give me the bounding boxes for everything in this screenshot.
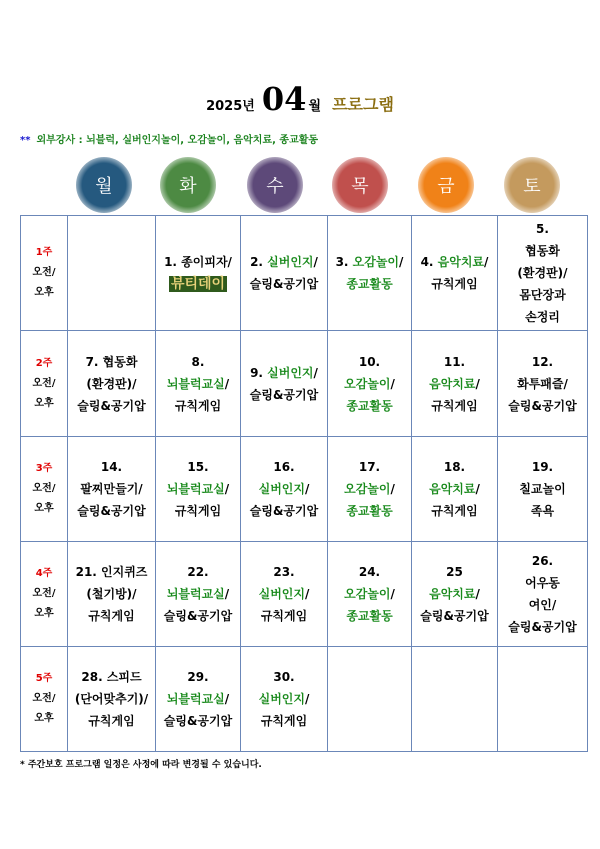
weekday-badge: 목 [332, 157, 388, 213]
activity-line [328, 251, 411, 273]
activity-text: 손정리 [525, 310, 560, 324]
weekday-badge: 금 [418, 157, 474, 213]
activity-line [412, 500, 497, 522]
activity-text: 슬링&공기압 [249, 504, 319, 518]
activity-text: 실버인지 [267, 365, 314, 380]
activity-text: 22. [187, 565, 209, 579]
activity-line [498, 616, 587, 638]
activity-text: 오감놀이 [352, 255, 400, 269]
note-marker: ** [20, 135, 31, 146]
activity-line [156, 605, 240, 627]
activity-text: 오감놀이 [344, 482, 391, 496]
activity-line [68, 710, 155, 732]
week-number: 3주 [35, 463, 53, 474]
activity-text: / [399, 255, 404, 269]
activity-text: 25 [446, 565, 463, 579]
activity-line [498, 572, 587, 594]
day-cell [498, 437, 588, 542]
activity-text: 29. [187, 670, 209, 684]
week-label-cell [21, 437, 68, 542]
activity-line [68, 688, 155, 710]
activity-text: 23. [273, 565, 295, 579]
activity-text: 11. [443, 354, 466, 369]
beauty-day-badge: 뷰티데이 [170, 276, 226, 292]
day-cell [241, 216, 328, 331]
note-text: 외부강사 : 뇌블럭, 실버인지놀이, 오감놀이, 음악치료, 종교활동 [36, 135, 319, 146]
activity-text: 슬링&공기압 [249, 277, 319, 291]
activity-text: 뇌블럭교실 [166, 692, 225, 706]
activity-line [412, 273, 497, 295]
activity-line [412, 561, 497, 583]
activity-text: 슬링&공기압 [508, 620, 577, 634]
week-time-label: 오전/ [32, 693, 56, 704]
activity-line [241, 273, 327, 295]
activity-text: / [304, 587, 310, 601]
day-cell [498, 542, 588, 647]
activity-text: 여인/ [528, 598, 557, 612]
activity-line [156, 456, 240, 478]
week-time-label: 오전/ [32, 588, 56, 599]
activity-text: 슬링&공기압 [508, 398, 577, 413]
day-cell [328, 437, 412, 542]
activity-line [328, 273, 411, 295]
activity-text: 규칙게임 [88, 714, 135, 728]
title-year: 2025년 [206, 99, 255, 114]
activity-line [241, 561, 327, 583]
activity-text: 14. [100, 460, 123, 474]
activity-text: 음악치료 [429, 587, 476, 601]
activity-line [156, 666, 240, 688]
activity-text: / [313, 255, 318, 269]
activity-text: 2. [250, 255, 268, 269]
activity-line [68, 456, 155, 478]
activity-line [68, 583, 155, 605]
activity-text: 24. [358, 565, 381, 579]
activity-line [498, 218, 587, 240]
activity-text: 슬링&공기압 [163, 609, 233, 623]
day-cell [68, 437, 156, 542]
activity-line [68, 561, 155, 583]
activity-line [68, 500, 155, 522]
activity-text: 음악치료 [429, 482, 476, 496]
activity-text: 슬링&공기압 [163, 714, 233, 728]
activity-line [498, 478, 587, 500]
day-cell [156, 331, 241, 437]
activity-text: 종교활동 [346, 398, 393, 413]
activity-text: 종교활동 [346, 609, 393, 623]
activity-text: (환경판)/ [517, 266, 568, 280]
activity-text: 규칙게임 [431, 277, 478, 291]
activity-line [498, 395, 587, 417]
activity-line [156, 583, 240, 605]
activity-line [241, 710, 327, 732]
activity-line [241, 456, 327, 478]
day-cell [328, 647, 412, 752]
activity-line [412, 605, 497, 627]
activity-line [328, 478, 411, 500]
activity-line [156, 373, 240, 395]
weekday-badge: 월 [76, 157, 132, 213]
activity-line [328, 500, 411, 522]
activity-line [156, 395, 240, 417]
day-cell [498, 647, 588, 752]
activity-text: 1. 종이피자/ [164, 255, 232, 269]
week-number: 1주 [35, 247, 53, 258]
activity-text: 19. [531, 460, 554, 474]
activity-text: 실버인지 [258, 692, 305, 706]
external-instructor-note [20, 131, 318, 146]
activity-text: 규칙게임 [174, 504, 222, 518]
activity-line [412, 456, 497, 478]
week-number: 4주 [35, 568, 53, 579]
activity-line [68, 373, 155, 395]
activity-line [156, 688, 240, 710]
activity-text: (철기방)/ [86, 587, 137, 601]
activity-line [498, 306, 587, 328]
activity-text: 종교활동 [346, 504, 393, 518]
activity-text: 오감놀이 [344, 376, 391, 391]
activity-line [498, 550, 587, 572]
activity-line [68, 605, 155, 627]
activity-line [328, 561, 411, 583]
activity-text: 15. [187, 460, 209, 474]
day-cell [412, 647, 498, 752]
activity-text: 팔찌만들기/ [80, 482, 143, 496]
activity-text: 족욕 [530, 504, 555, 518]
week-label-cell [21, 647, 68, 752]
activity-line [156, 251, 240, 273]
week-time-label: 오후 [34, 397, 54, 409]
week-time-label: 오전/ [32, 377, 56, 389]
activity-line [68, 478, 155, 500]
activity-line [156, 710, 240, 732]
activity-text: 8. [191, 354, 205, 369]
activity-text: 종교활동 [346, 277, 393, 291]
activity-text: / [313, 365, 318, 380]
title-month-suffix: 월 [308, 99, 321, 114]
activity-text: / [224, 692, 230, 706]
activity-text: / [390, 587, 395, 601]
activity-text: / [390, 376, 395, 391]
activity-line [241, 384, 327, 406]
week-row [21, 437, 588, 542]
activity-text: 협동화 [525, 244, 560, 258]
activity-text: / [390, 482, 395, 496]
activity-line [328, 395, 411, 417]
activity-text: 28. 스피드 [81, 670, 142, 684]
weekday-badge: 화 [160, 157, 216, 213]
week-number: 5주 [35, 673, 53, 684]
day-cell [241, 647, 328, 752]
activity-line [156, 500, 240, 522]
activity-text: 실버인지 [258, 482, 305, 496]
week-time-label: 오후 [34, 713, 54, 724]
activity-text: 30. [273, 670, 295, 684]
activity-line [156, 273, 240, 295]
activity-text: 규칙게임 [431, 504, 478, 518]
activity-text: 오감놀이 [344, 587, 391, 601]
activity-text: 몸단장과 [519, 288, 566, 302]
activity-line [498, 240, 587, 262]
activity-text: / [304, 692, 310, 706]
day-cell [412, 437, 498, 542]
activity-text: 뇌블럭교실 [166, 587, 225, 601]
activity-text: / [475, 376, 480, 391]
activity-text: 슬링&공기압 [77, 504, 146, 518]
activity-line [412, 251, 497, 273]
activity-text: 18. [443, 460, 466, 474]
activity-text: / [475, 482, 480, 496]
footer-note: * 주간보호 프로그램 일정은 사정에 따라 변경될 수 있습니다. [20, 760, 262, 770]
activity-text: (환경판)/ [86, 376, 137, 391]
day-cell [156, 542, 241, 647]
activity-text: / [224, 587, 230, 601]
activity-text: / [224, 482, 230, 496]
activity-line [241, 500, 327, 522]
activity-line [498, 284, 587, 306]
week-row [21, 647, 588, 752]
day-cell [412, 216, 498, 331]
activity-text: 실버인지 [267, 255, 314, 269]
activity-text: / [475, 587, 480, 601]
activity-line [412, 373, 497, 395]
activity-text: 7. 협동화 [85, 354, 138, 369]
activity-text: 슬링&공기압 [77, 398, 146, 413]
activity-text: 21. 인지퀴즈 [75, 565, 148, 579]
activity-text: 16. [273, 460, 295, 474]
activity-line [241, 478, 327, 500]
activity-text: 뇌블럭교실 [166, 482, 225, 496]
day-cell [241, 331, 328, 437]
day-cell [498, 331, 588, 437]
activity-text: 9. [250, 365, 268, 380]
activity-text: 음악치료 [429, 376, 476, 391]
activity-text: 화투패즐/ [517, 376, 568, 391]
weekday-badge: 수 [247, 157, 303, 213]
activity-line [241, 583, 327, 605]
week-row [21, 331, 588, 437]
activity-text: / [224, 376, 230, 391]
activity-text: 규칙게임 [260, 714, 308, 728]
day-cell [328, 542, 412, 647]
activity-line [241, 362, 327, 384]
activity-text: 뇌블럭교실 [166, 376, 225, 391]
activity-text: / [304, 482, 310, 496]
week-number: 2주 [35, 357, 53, 369]
day-cell [328, 216, 412, 331]
activity-text: 칠교놀이 [519, 482, 566, 496]
schedule-table [20, 215, 588, 752]
activity-line [68, 395, 155, 417]
activity-line [68, 351, 155, 373]
activity-text: 규칙게임 [431, 398, 478, 413]
day-cell [68, 647, 156, 752]
activity-line [498, 373, 587, 395]
activity-text: 실버인지 [258, 587, 305, 601]
day-cell [68, 216, 156, 331]
activity-line [328, 605, 411, 627]
activity-line [328, 583, 411, 605]
activity-line [328, 373, 411, 395]
activity-text: 규칙게임 [174, 398, 222, 413]
week-row [21, 542, 588, 647]
activity-line [412, 395, 497, 417]
activity-text: 5. [536, 222, 549, 236]
title-month: 04 [261, 80, 307, 118]
day-cell [412, 331, 498, 437]
day-cell [156, 437, 241, 542]
activity-line [412, 478, 497, 500]
day-cell [68, 331, 156, 437]
activity-line [156, 561, 240, 583]
week-row [21, 216, 588, 331]
activity-line [241, 666, 327, 688]
day-cell [241, 542, 328, 647]
activity-text: 17. [358, 460, 381, 474]
activity-line [328, 351, 411, 373]
day-cell [68, 542, 156, 647]
activity-line [498, 594, 587, 616]
day-cell [156, 647, 241, 752]
week-time-label: 오후 [34, 503, 54, 514]
day-cell [412, 542, 498, 647]
activity-text: 규칙게임 [260, 609, 308, 623]
day-cell [498, 216, 588, 331]
activity-line [241, 251, 327, 273]
activity-line [156, 478, 240, 500]
activity-line [412, 583, 497, 605]
activity-line [68, 666, 155, 688]
activity-text: / [484, 255, 489, 269]
week-label-cell [21, 331, 68, 437]
activity-text: 26. [531, 554, 554, 568]
week-label-cell [21, 542, 68, 647]
activity-line [412, 351, 497, 373]
week-time-label: 오전/ [32, 483, 56, 494]
activity-line [498, 262, 587, 284]
title-program: 프로그램 [332, 95, 394, 114]
activity-line [498, 456, 587, 478]
week-time-label: 오후 [34, 287, 54, 298]
activity-text: 슬링&공기압 [420, 609, 489, 623]
page-title [0, 80, 600, 118]
activity-text: 10. [358, 354, 381, 369]
activity-line [241, 688, 327, 710]
activity-line [156, 351, 240, 373]
week-label-cell [21, 216, 68, 331]
activity-line [328, 456, 411, 478]
day-cell [156, 216, 241, 331]
day-cell [241, 437, 328, 542]
activity-text: 슬링&공기압 [249, 387, 319, 402]
weekday-badge: 토 [504, 157, 560, 213]
activity-text: 규칙게임 [88, 609, 135, 623]
activity-text: 어우동 [525, 576, 560, 590]
activity-line [241, 605, 327, 627]
activity-text: (단어맞추기)/ [74, 692, 149, 706]
week-time-label: 오전/ [32, 267, 56, 278]
activity-line [498, 500, 587, 522]
week-time-label: 오후 [34, 608, 54, 619]
activity-line [498, 351, 587, 373]
activity-text: 3. [335, 255, 353, 269]
activity-text: 4. [420, 255, 438, 269]
day-cell [328, 331, 412, 437]
activity-text: 음악치료 [437, 255, 485, 269]
activity-text: 12. [531, 354, 554, 369]
